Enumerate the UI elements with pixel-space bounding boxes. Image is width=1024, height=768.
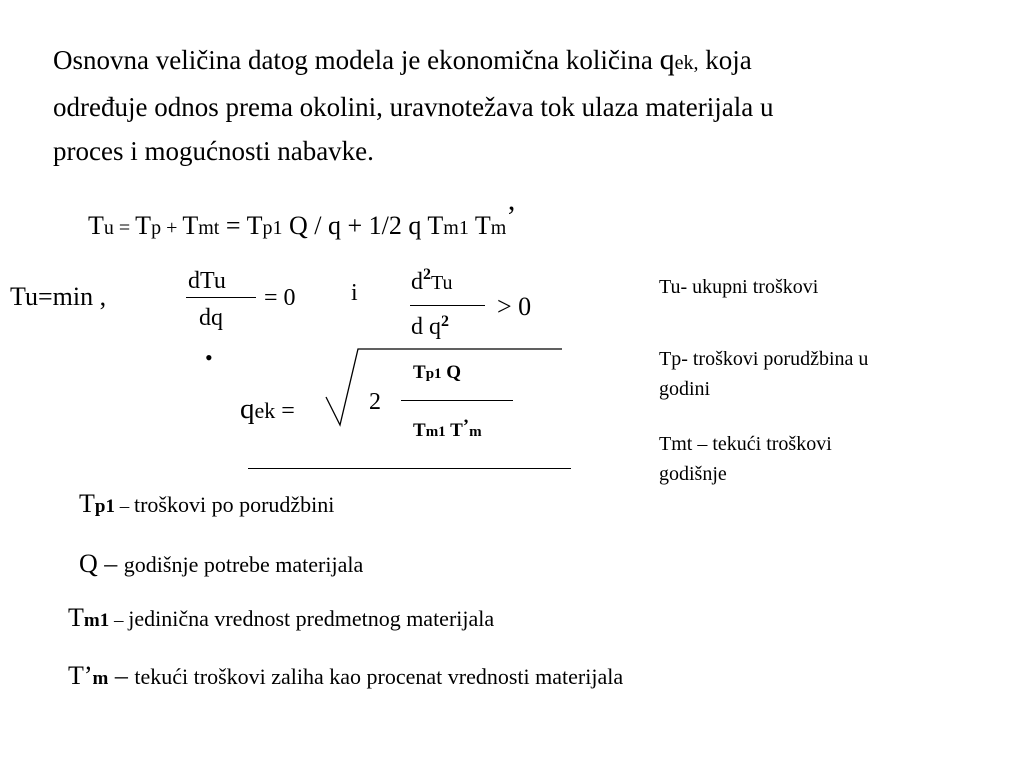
definition-q	[79, 549, 363, 579]
def-q-dash: –	[97, 549, 124, 578]
formula-plus-1: +	[161, 217, 183, 239]
definition-tm-prime	[68, 661, 623, 691]
def-tm1-text: jedinična vrednost predmetnog materijala	[128, 606, 495, 631]
qek-q: q	[240, 393, 255, 425]
dq2-text: d q	[411, 314, 441, 340]
intro-line-3: proces i mogućnosti nabavke.	[53, 136, 374, 166]
formula-prime: ’	[506, 200, 517, 233]
formula-eq-2: =	[219, 211, 247, 240]
qek-two: 2	[369, 389, 381, 415]
def-q-text: godišnje potrebe materijala	[123, 552, 364, 577]
second-derivative-numerator	[411, 266, 453, 296]
and-label: i	[351, 280, 358, 306]
total-cost-formula	[88, 200, 516, 241]
qek-den-prime: ’	[462, 416, 470, 437]
d2-tu: Tu	[431, 272, 453, 294]
first-derivative-eq-zero: = 0	[264, 285, 296, 311]
formula-t-p1: T	[246, 211, 263, 240]
intro-line-1-after: koja	[698, 45, 752, 75]
def-tp1-text: troškovi po porudžbini	[133, 492, 335, 517]
def-tm1-sub: m1	[83, 610, 110, 631]
formula-t-m: T	[474, 211, 491, 240]
qek-den-t: T	[413, 420, 426, 441]
intro-paragraph	[53, 38, 983, 173]
qek-num-q: Q	[441, 362, 462, 383]
q-subscript: ek,	[674, 52, 699, 74]
d2-d: d	[411, 269, 423, 295]
formula-t-m1-sub: m1	[443, 217, 469, 239]
formula-t-p: T	[135, 211, 152, 240]
def-tm-prime-text: tekući troškovi zaliha kao procenat vrednosti materijala	[134, 664, 624, 689]
qek-num-sub: p1	[425, 366, 442, 382]
qek-sub: ek	[254, 398, 276, 423]
qek-den-sub2: m	[469, 424, 482, 440]
definition-tm1	[68, 603, 494, 633]
def-tp1-dash: –	[114, 496, 134, 517]
qek-eq: =	[275, 398, 295, 424]
dq-denominator: dq	[199, 305, 223, 331]
qek-den-t2: T	[445, 420, 463, 441]
dq2-superscript: 2	[441, 313, 449, 330]
def-tp1-symbol: T	[79, 489, 95, 518]
dtu-fraction-bar	[186, 297, 256, 298]
qek-denominator	[413, 416, 482, 442]
formula-t-p1-sub: p1	[262, 217, 283, 239]
legend-tu: Tu- ukupni troškovi	[659, 276, 819, 298]
legend-tmt-line-2: godišnje	[659, 463, 727, 485]
separator-line	[248, 468, 571, 469]
q-symbol: q	[659, 43, 675, 76]
formula-t-u: T	[88, 211, 104, 240]
d2-superscript: 2	[423, 266, 431, 283]
def-tm-prime-symbol: T’	[68, 661, 93, 690]
legend-tp-line-1: Tp- troškovi porudžbina u	[659, 348, 869, 370]
dtu-numerator: dTu	[188, 268, 226, 294]
legend-tmt-line-1: Tmt – tekući troškovi	[659, 433, 832, 455]
formula-eq-1: =	[113, 217, 136, 239]
intro-line-1-text: Osnovna veličina datog modela je ekonomična količina	[53, 45, 660, 75]
legend-tmt	[659, 429, 832, 489]
intro-line-2: određuje odnos prema okolini, uravnotežava tok ulaza materijala u	[53, 92, 774, 122]
formula-t-p-sub: p	[151, 217, 162, 239]
formula-t-m-sub: m	[490, 217, 507, 239]
formula-middle: Q / q + 1/2 q	[282, 211, 428, 240]
def-tm-prime-sub: m	[92, 668, 109, 689]
def-tm1-dash: –	[109, 610, 129, 631]
def-tm1-symbol: T	[68, 603, 84, 632]
qek-fraction-bar	[401, 400, 513, 401]
formula-t-u-sub: u	[103, 217, 114, 239]
intro-line-1	[53, 38, 983, 85]
qek-den-sub: m1	[425, 424, 446, 440]
second-derivative-fraction-bar	[410, 305, 485, 306]
definition-tp1	[79, 489, 334, 519]
qek-label	[240, 393, 295, 426]
second-derivative-gt-zero: > 0	[497, 292, 532, 321]
legend-tp-line-2: godini	[659, 378, 711, 400]
tu-min-label: Tu=min ,	[10, 282, 107, 311]
def-tp1-sub: p1	[94, 496, 115, 517]
def-tm-prime-dash: –	[108, 661, 135, 690]
formula-t-mt-sub: mt	[198, 217, 220, 239]
formula-t-mt: T	[182, 211, 199, 240]
qek-numerator	[413, 362, 461, 384]
formula-t-m1: T	[427, 211, 444, 240]
qek-num-t: T	[413, 362, 426, 383]
def-q-symbol: Q	[79, 549, 98, 578]
legend-tp	[659, 344, 868, 404]
second-derivative-denominator	[411, 313, 449, 341]
bullet-dot: •	[205, 345, 213, 370]
